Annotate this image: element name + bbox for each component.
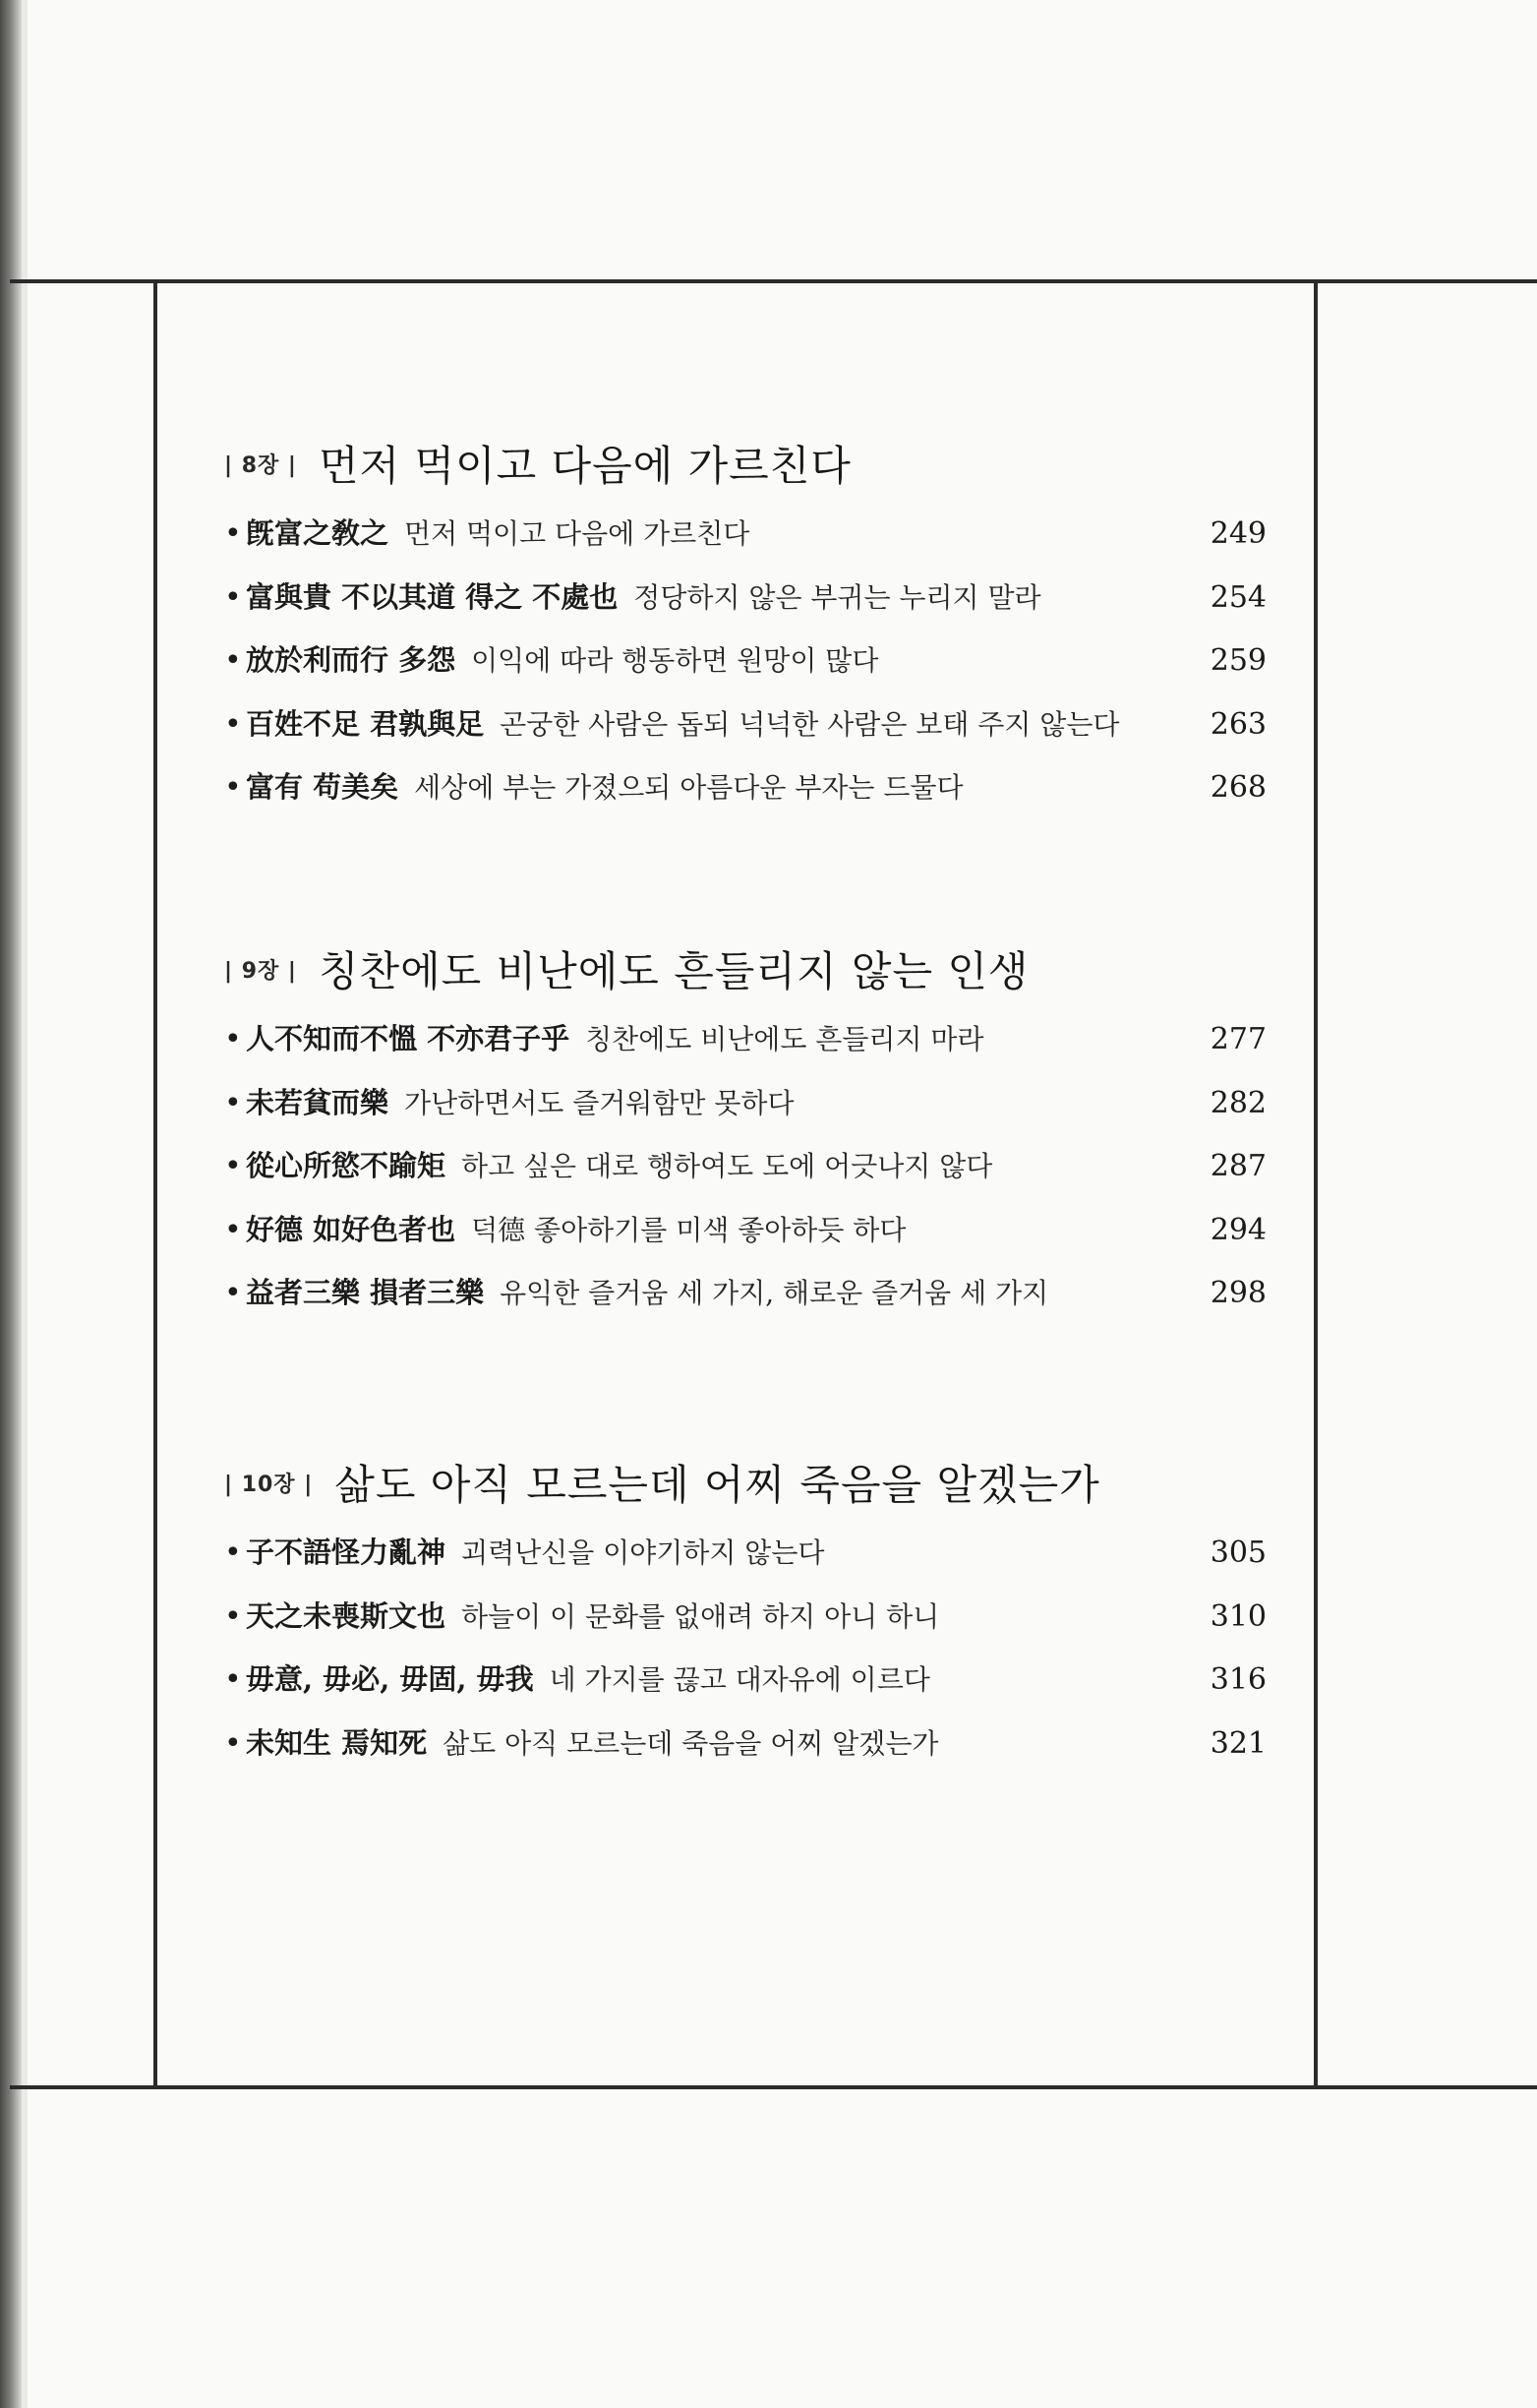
entry-hanja: 放於利而行 多怨	[246, 643, 456, 677]
toc-entry[interactable]	[224, 1081, 1267, 1145]
bullet: •	[224, 770, 242, 805]
entry-korean: 가난하면서도 즐거워함만 못하다	[404, 1086, 795, 1119]
entry-hanja: 毋意, 毋必, 毋固, 毋我	[246, 1662, 534, 1696]
entry-page: 287	[1210, 1149, 1267, 1183]
chapter-number: | 8장 |	[224, 452, 297, 478]
entry-korean: 이익에 따라 행동하면 원망이 많다	[471, 644, 879, 677]
entry-korean: 삶도 아직 모르는데 죽음을 어찌 알겠는가	[443, 1726, 939, 1760]
bullet: •	[224, 1085, 242, 1120]
chapter-title: 삶도 아직 모르는데 어찌 죽음을 알겠는가	[334, 1461, 1100, 1509]
bullet: •	[224, 1022, 242, 1056]
entry-page: 259	[1210, 643, 1267, 678]
toc-entry[interactable]	[224, 1017, 1267, 1081]
toc-entry[interactable]	[224, 1595, 1267, 1658]
entry-page: 294	[1210, 1212, 1267, 1247]
bullet: •	[224, 516, 242, 551]
entry-korean: 하늘이 이 문화를 없애려 하지 아니 하니	[461, 1599, 940, 1633]
chapter-9	[224, 934, 1267, 1335]
chapter-title: 먼저 먹이고 다음에 가르친다	[318, 442, 852, 490]
toc-entry[interactable]	[224, 638, 1267, 702]
entry-hanja: 從心所慾不踰矩	[246, 1149, 446, 1182]
chapter-number: | 9장 |	[224, 958, 297, 984]
entry-hanja: 天之未喪斯文也	[246, 1598, 446, 1633]
chapter-heading	[224, 1448, 1267, 1517]
bullet: •	[224, 579, 242, 615]
toc-entry[interactable]	[224, 1144, 1267, 1208]
chapter-10	[224, 1448, 1267, 1784]
chapter-heading	[224, 429, 1267, 498]
entry-korean: 하고 싶은 대로 행하여도 도에 어긋나지 않다	[461, 1150, 993, 1182]
entry-page: 321	[1210, 1725, 1267, 1761]
entry-page: 305	[1210, 1535, 1267, 1570]
toc-entry[interactable]	[224, 1531, 1267, 1595]
chapter-title: 칭찬에도 비난에도 흔들리지 않는 인생	[318, 947, 1030, 995]
bullet: •	[224, 1725, 242, 1761]
entry-hanja: 富與貴 不以其道 得之 不處也	[246, 579, 619, 614]
toc-entry[interactable]	[224, 512, 1267, 575]
bullet: •	[224, 706, 242, 742]
toc-entry[interactable]	[224, 702, 1267, 766]
entry-page: 298	[1210, 1276, 1267, 1310]
bullet: •	[224, 1598, 242, 1634]
entry-korean: 먼저 먹이고 다음에 가르친다	[404, 517, 750, 550]
entry-korean: 칭찬에도 비난에도 흔들리지 마라	[585, 1023, 984, 1055]
bullet: •	[224, 1212, 242, 1247]
toc-entry[interactable]	[224, 765, 1267, 829]
entry-hanja: 好德 如好色者也	[246, 1212, 456, 1246]
entry-korean: 곤궁한 사람은 돕되 넉넉한 사람은 보태 주지 않는다	[500, 707, 1120, 741]
entry-page: 268	[1210, 770, 1267, 805]
entry-korean: 정당하지 않은 부귀는 누리지 말라	[633, 580, 1041, 614]
entry-hanja: 富有 苟美矣	[246, 770, 399, 804]
entry-hanja: 未若貧而樂	[246, 1085, 389, 1119]
chapter-heading	[224, 934, 1267, 1003]
entry-hanja: 益者三樂 損者三樂	[246, 1276, 485, 1309]
bullet: •	[224, 1276, 242, 1310]
entry-page: 310	[1210, 1598, 1267, 1634]
entry-page: 282	[1210, 1085, 1267, 1120]
bullet: •	[224, 1662, 242, 1697]
bullet: •	[224, 643, 242, 678]
entry-korean: 유익한 즐거움 세 가지, 해로운 즐거움 세 가지	[500, 1277, 1049, 1309]
toc-entry[interactable]	[224, 1721, 1267, 1785]
entry-page: 254	[1210, 579, 1267, 615]
entry-korean: 덕德 좋아하기를 미색 좋아하듯 하다	[471, 1213, 907, 1246]
bullet: •	[224, 1149, 242, 1183]
entry-hanja: 旣富之敎之	[246, 516, 389, 550]
toc-entry[interactable]	[224, 1657, 1267, 1721]
entry-korean: 세상에 부는 가졌으되 아름다운 부자는 드물다	[414, 771, 964, 804]
entry-page: 316	[1210, 1662, 1267, 1697]
toc-entry[interactable]	[224, 1208, 1267, 1272]
entry-korean: 네 가지를 끊고 대자유에 이르다	[549, 1663, 930, 1696]
toc-entry[interactable]	[224, 575, 1267, 639]
entry-page: 277	[1210, 1022, 1267, 1056]
entry-hanja: 未知生 焉知死	[246, 1725, 428, 1760]
entry-hanja: 人不知而不慍 不亦君子乎	[246, 1022, 570, 1055]
chapter-number: | 10장 |	[224, 1472, 314, 1497]
entry-hanja: 百姓不足 君孰與足	[246, 706, 485, 741]
entry-korean: 괴력난신을 이야기하지 않는다	[461, 1536, 825, 1569]
entry-hanja: 子不語怪力亂神	[246, 1535, 446, 1569]
entry-page: 249	[1210, 516, 1267, 551]
bullet: •	[224, 1535, 242, 1570]
toc-entry[interactable]	[224, 1271, 1267, 1335]
chapter-8	[224, 429, 1267, 829]
entry-page: 263	[1210, 706, 1267, 742]
